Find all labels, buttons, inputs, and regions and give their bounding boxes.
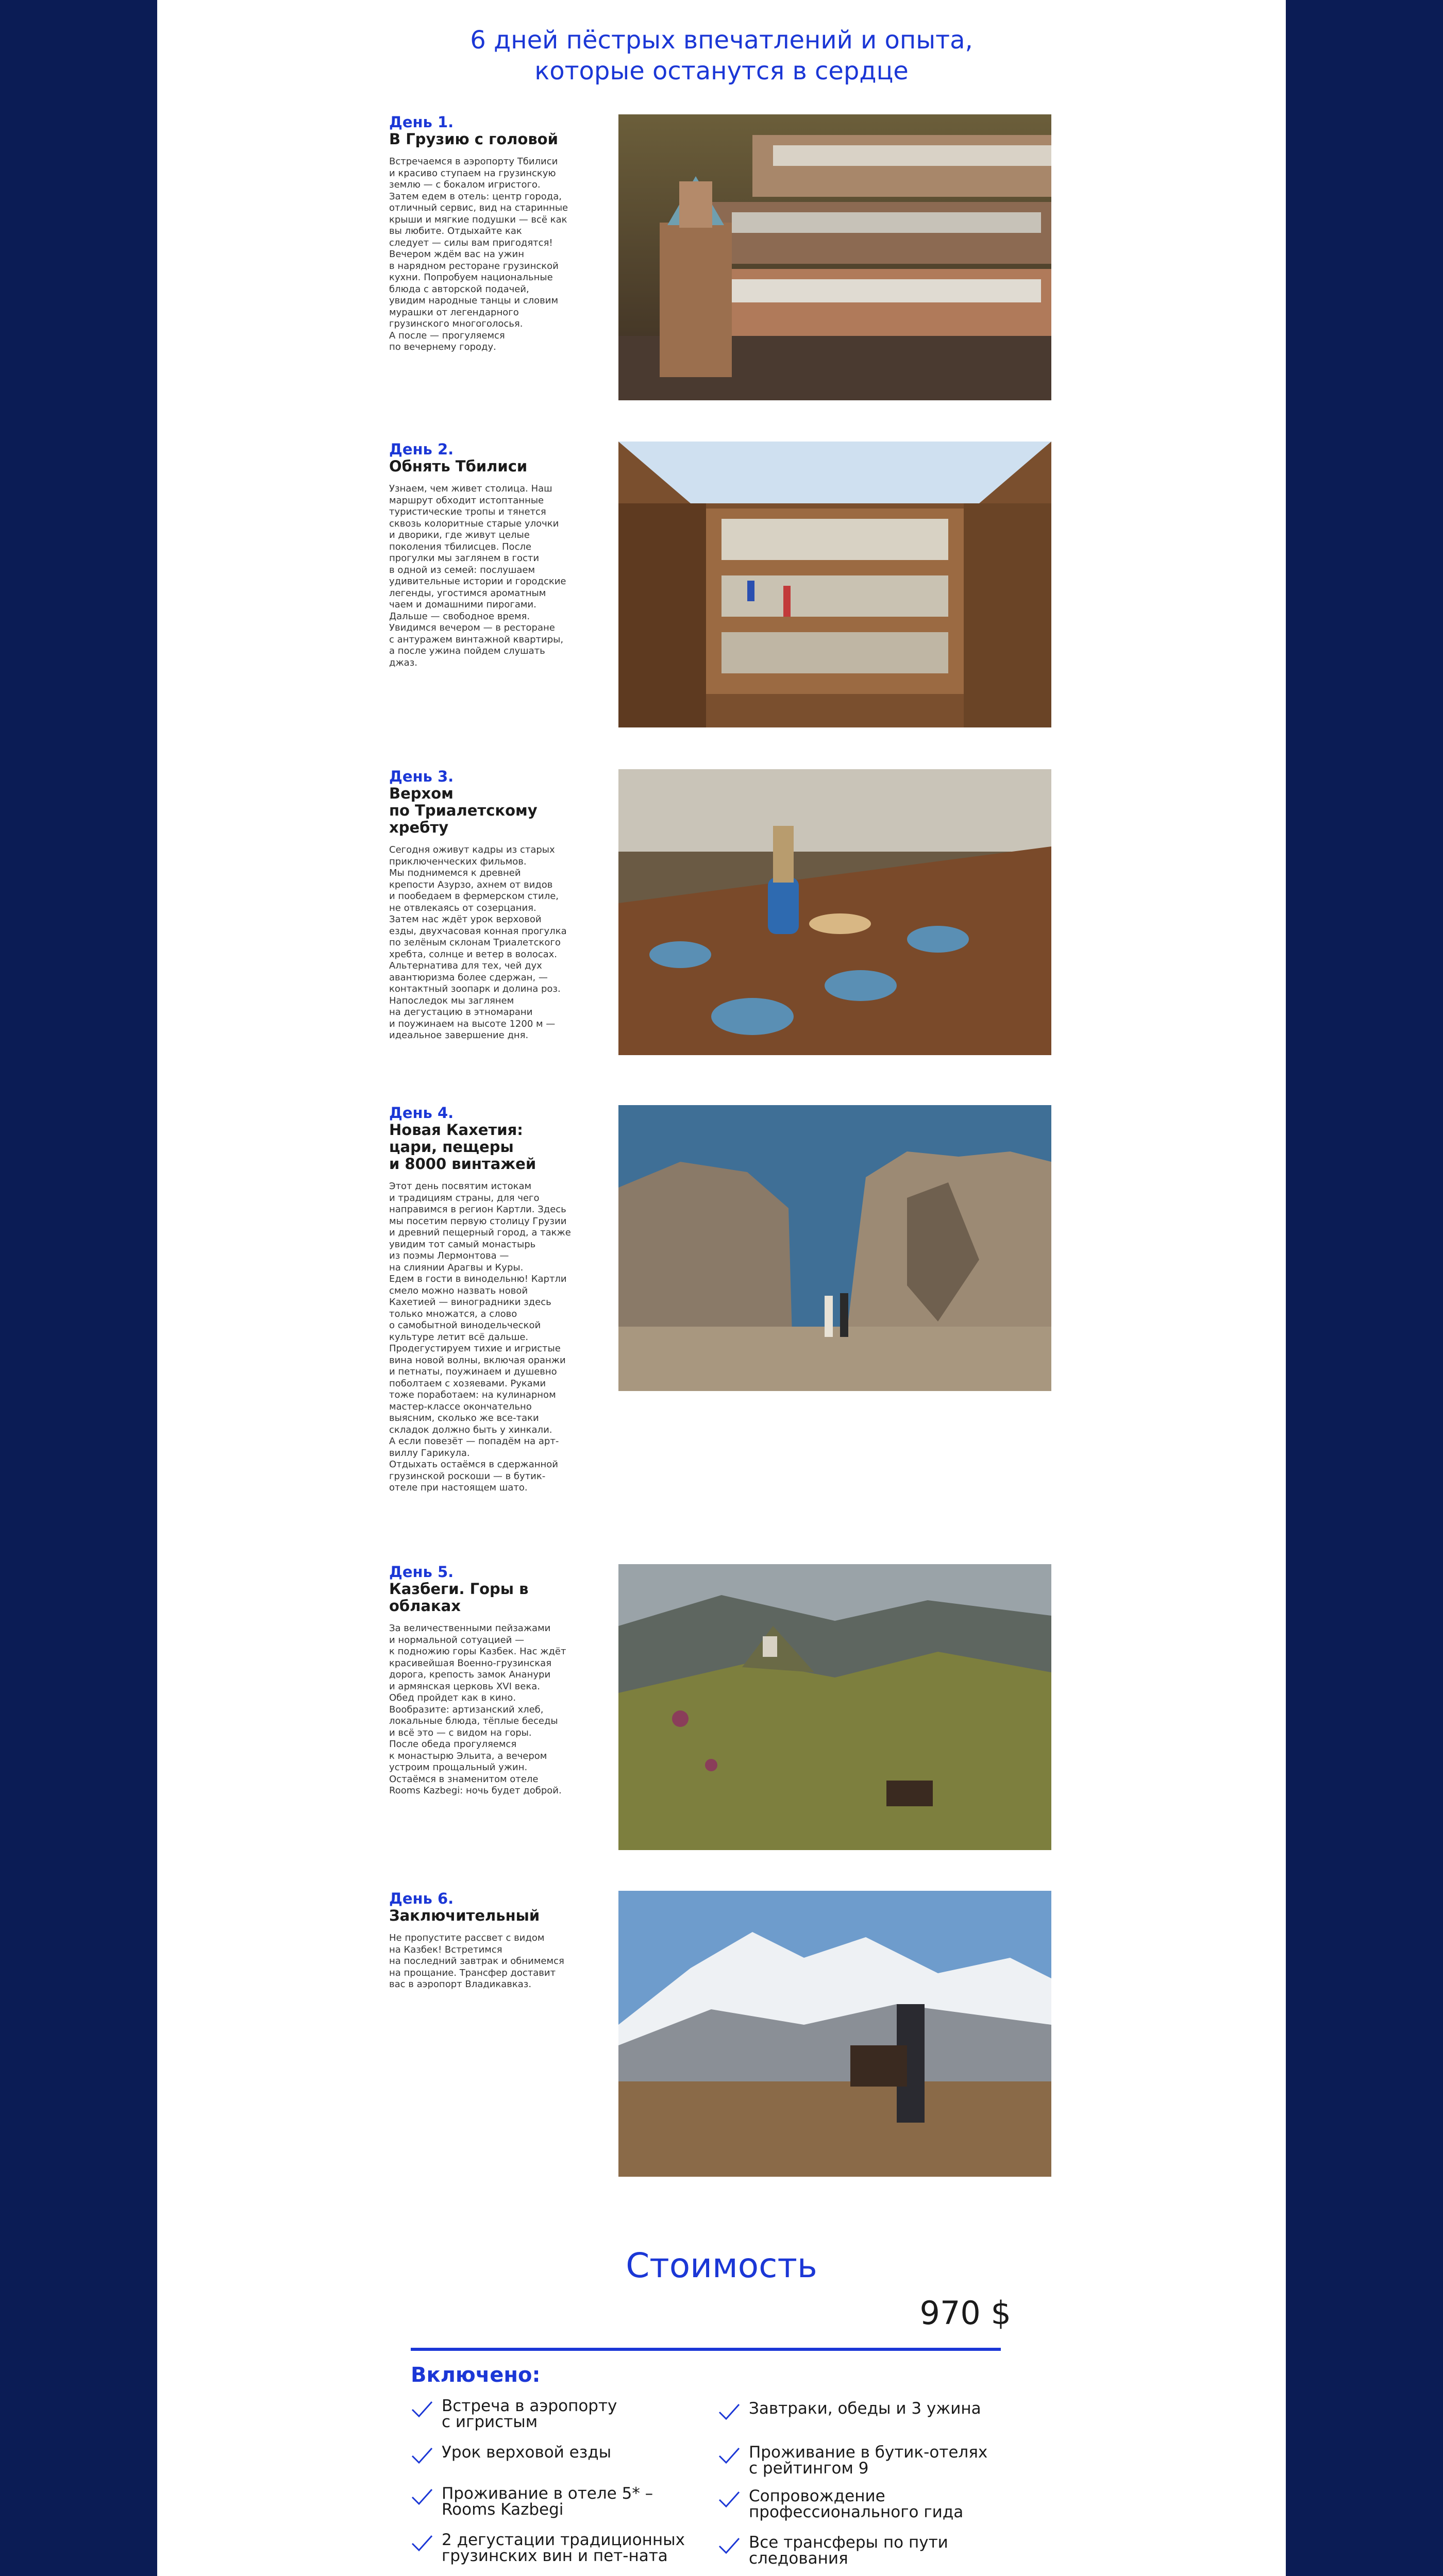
included-item: Сопровождение профессионального гида [718, 2488, 1006, 2520]
day-title: Новая Кахетия: цари, пещеры и 8000 винтажей [389, 1121, 536, 1173]
checkmark-icon [718, 2403, 749, 2424]
day-3-text [389, 768, 603, 1042]
checkmark-icon [411, 2447, 442, 2467]
page [157, 0, 1286, 2576]
included-item: 2 дегустации традиционных грузинских вин и пет-ната [411, 2532, 699, 2564]
day-description: Не пропустите рассвет с видом на Казбек! Встретимся на последний завтрак и обнимемся на прощание. Трансфер доставит вас в аэропорт Владикавказ. [389, 1933, 564, 1990]
checkmark-icon [411, 2534, 442, 2555]
price-section-title: Стоимость [626, 2246, 817, 2285]
included-item: Проживание в бутик-отелях с рейтингом 9 [718, 2445, 1006, 2477]
day-description: Сегодня оживут кадры из старых приключенческих фильмов. Мы поднимемся к древней крепости Азурзо, ахнем от видов и пообедаем в фермерском стиле, не отвлекаясь от созерцания. Затем нас ждёт урок верховой езды, двухчасовая конная прогулка по зелёным склонам Триалетского хребта, солнце и ветер в волосах. Альтернатива для тех, чей дух авантюризма более сдержан, — контактный зоопарк и долина роз. Напоследок мы заглянем на дегустацию в этномарани и поужинаем на высоте 1200 м — идеальное завершение дня. [389, 844, 567, 1041]
day-5-text [389, 1563, 603, 1797]
divider [411, 2348, 1001, 2351]
checkmark-icon [718, 2537, 749, 2557]
day-2-text [389, 440, 603, 669]
day-title: Обнять Тбилиси [389, 457, 528, 475]
day-number: День 6. [389, 1890, 454, 1907]
day-description: За величественными пейзажами и нормальной сотуацией — к подножию горы Казбек. Нас ждёт красивейшая Военно-грузинская дорога, крепость замок Ананури и армянская церковь XVI века. Обед пройдет как в кино. Вообразите: артизанский хлеб, локальные блюда, тёплые беседы и всё это — с видом на горы. После обеда прогуляемся к монастырю Эльита, а вечером устроим прощальный ужин. Остаёмся в знаменитом отеле Rooms Kazbegi: ночь будет доброй. [389, 1623, 566, 1796]
day-description: Этот день посвятим истокам и традициям страны, для чего направимся в регион Картли. Здесь мы посетим первую столицу Грузии и древний пещерный город, а также увидим тот самый монастырь из поэмы Лермонтова — на слиянии Арагвы и Куры. Едем в гости в винодельню! Картли смело можно назвать новой Кахетией — виноградники здесь только множатся, а слово о самобытной винодельческой культуре летит всё дальше. Продегустируем тихие и игристые вина новой волны, включая оранжи и петнаты, поужинаем и душевно поболтаем с хозяевами. Руками тоже поработаем: на кулинарном мастер-классе окончательно выясним, сколько же все-таки складок должно быть у хинкали. А если повезёт — попадём на арт- виллу Гарикула. Отдыхать остаёмся в сдержанной грузинской роскоши — в бутик- отеле при настоящем шато. [389, 1181, 571, 1493]
day-3-photo [618, 769, 1051, 1055]
day-4-text [389, 1104, 603, 1494]
day-title: Казбеги. Горы в облаках [389, 1580, 529, 1615]
program-headline: 6 дней пёстрых впечатлений и опыта, которые останутся в сердце [470, 26, 973, 86]
day-4-photo [618, 1105, 1051, 1391]
included-item: Завтраки, обеды и 3 ужина [718, 2401, 1006, 2424]
included-item: Встреча в аэропорту с игристым [411, 2398, 699, 2430]
included-item: Урок верховой езды [411, 2445, 699, 2467]
day-2-photo [618, 442, 1051, 727]
checkmark-icon [718, 2447, 749, 2467]
day-number: День 3. [389, 768, 454, 785]
day-5-photo [618, 1564, 1051, 1850]
day-number: День 5. [389, 1563, 454, 1581]
tour-price: 970 $ [919, 2294, 1011, 2332]
day-1-text [389, 113, 603, 353]
day-number: День 4. [389, 1104, 454, 1122]
day-title: В Грузию с головой [389, 130, 558, 148]
day-description: Узнаем, чем живет столица. Наш маршрут обходит истоптанные туристические тропы и тянется сквозь колоритные старые улочки и дворики, где живут целые поколения тбилисцев. После прогулки мы заглянем в гости в одной из семей: послушаем удивительные истории и городские легенды, угостимся ароматным чаем и домашними пирогами. Дальше — свободное время. Увидимся вечером — в ресторане с антуражем винтажной квартиры, а после ужина пойдем слушать джаз. [389, 483, 566, 668]
included-item: Все трансферы по пути следования [718, 2535, 1006, 2567]
day-title: Верхом по Триалетскому хребту [389, 785, 538, 836]
day-6-photo [618, 1891, 1051, 2177]
day-number: День 2. [389, 440, 454, 458]
day-1-photo [618, 114, 1051, 400]
day-number: День 1. [389, 113, 454, 131]
checkmark-icon [718, 2490, 749, 2511]
checkmark-icon [411, 2488, 442, 2509]
included-item: Проживание в отеле 5* – Rooms Kazbegi [411, 2486, 699, 2518]
day-6-text [389, 1890, 603, 1991]
checkmark-icon [411, 2400, 442, 2421]
day-description: Встречаемся в аэропорту Тбилиси и красиво ступаем на грузинскую землю — с бокалом игристого. Затем едем в отель: центр города, отличный сервис, вид на старинные крыши и мягкие подушки — всё как вы любите. Отдыхайте как следует — силы вам пригодятся! Вечером ждём вас на ужин в нарядном ресторане грузинской кухни. Попробуем национальные блюда с авторской подачей, увидим народные танцы и словим мурашки от легендарного грузинского многоголосья. А после — прогуляемся по вечернему городу. [389, 156, 568, 352]
included-heading: Включено: [411, 2363, 541, 2387]
day-title: Заключительный [389, 1907, 540, 1924]
